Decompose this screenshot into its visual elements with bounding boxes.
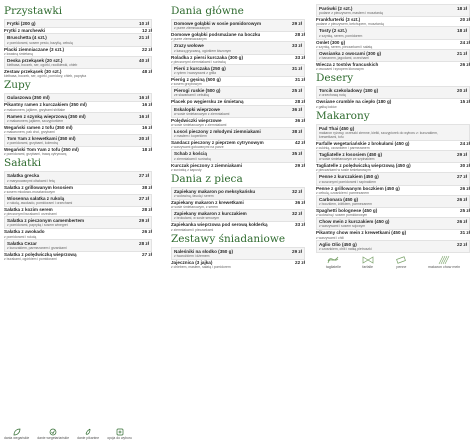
- section-title-salatki: Sałatki: [4, 157, 42, 170]
- menu-item-price: 31 zł: [295, 77, 305, 83]
- menu-item-name: Chow mein z kurczakiem (450 g): [319, 219, 390, 225]
- menu-item-name: Frytki z marchewki: [4, 28, 46, 34]
- menu-item-price: 21 zł: [139, 35, 149, 41]
- menu-item: [4, 69, 152, 78]
- menu-item-description: z kwaśną śmietaną: [4, 51, 33, 56]
- menu-item-name: Sałatka z grillowanym łososiem: [4, 184, 73, 190]
- menu-item-name: Tosty (2 szt.): [319, 28, 347, 34]
- menu-item-name: Wiecza z tostów francuskich: [316, 62, 379, 68]
- menu-item-price: 21 zł: [457, 50, 467, 56]
- menu-item-price: 38 zł: [292, 129, 302, 135]
- menu-item: [316, 99, 470, 108]
- menu-item-description: z pomidorami, sosem pesto, bazylią, cebulą: [7, 40, 73, 45]
- menu-item-description: z ryżem i warzywami z grilla: [174, 71, 217, 76]
- menu-item-price: 32 zł: [292, 188, 302, 194]
- menu-item-price: 16 zł: [142, 102, 152, 108]
- menu-item-price: 27 zł: [139, 195, 149, 201]
- menu-item: [4, 207, 152, 216]
- menu-item-description: z szynką, serem, pieczarkami i sałatą: [316, 44, 373, 49]
- menu-item-price: 22 zł: [142, 46, 152, 52]
- menu-item-name: Frytki (200 g): [7, 21, 36, 26]
- menu-item-description: z pomidorami, grzybami, kolendrą: [7, 141, 58, 146]
- pasta-penne: [394, 255, 408, 269]
- menu-item: [4, 33, 152, 46]
- menu-item-name: Pikantny chow mein z krewetkami (450 g): [316, 230, 407, 236]
- menu-item-price: 26 zł: [457, 219, 467, 225]
- menu-item-description: kiełbasa, boczek, ser, ogórki, pomidory, chleb, papryka: [4, 74, 87, 79]
- menu-item-price: 27 zł: [139, 173, 149, 179]
- menu-item-price: 27 zł: [457, 174, 467, 180]
- menu-item-description: z cukinią, czosnkiem i parmezanem: [316, 146, 370, 151]
- legend-vegetarian: [37, 428, 69, 440]
- menu-item-name: Zapiekany makaron z krewetkami: [171, 200, 244, 206]
- menu-item: [4, 194, 152, 207]
- menu-item-description: z sosem grzybowym: [171, 82, 202, 87]
- menu-item-name: Parówki (2 szt.): [319, 6, 353, 11]
- menu-item: [171, 19, 305, 32]
- menu-item-name: Owsianka z owocami (300 g): [319, 50, 382, 56]
- menu-item-description: makaron ryżowy, orzeszki ziemne, kiełki, szczypiorek do wyboru z: kurczakiem, krewetkami, tofu: [319, 130, 438, 139]
- menu-item-description: z kaszą gryczaną, ogórkiem kiszonym: [174, 48, 232, 53]
- menu-item: [171, 140, 305, 149]
- menu-item-price: 48 zł: [142, 69, 152, 75]
- menu-item-description: z brokułami, w sosie serowym: [174, 216, 220, 221]
- menu-item-description: z chlebem, masłem, sałatą i pomidorem: [171, 265, 231, 270]
- menu-item-description: z twarożkiem i dżemem: [174, 253, 210, 258]
- menu-item-name: Sałatka z kozim serem: [4, 207, 53, 213]
- menu-item-name: Wegański Tom Yam z tofu (350 ml): [4, 147, 79, 153]
- menu-item: [171, 200, 305, 209]
- pasta-farfalle: [361, 255, 375, 269]
- menu-item-price: 29 zł: [292, 248, 302, 254]
- menu-item-price: 18 zł: [457, 28, 467, 34]
- menu-item: [316, 208, 470, 217]
- menu-item-name: Eskalopki wieprzowe: [174, 106, 220, 112]
- menu-item-price: 16 zł: [139, 95, 149, 101]
- menu-item-description: w sosie śmietanowym, z serem: [171, 205, 218, 210]
- menu-item-price: 26 zł: [460, 62, 470, 68]
- menu-item-name: Sałatka Cezar: [7, 240, 37, 246]
- menu-item: [316, 217, 470, 230]
- menu-item-name: Omlet (300 g): [316, 39, 346, 45]
- menu-column-3: [316, 4, 470, 269]
- menu-item-description: podane z pieczywem, masłem i musztardą: [319, 11, 383, 16]
- menu-item-description: z makaronem, jajkiem, grzybami shiitake: [4, 107, 66, 112]
- menu-item-name: Domowe gołąbki w sosie pomidorowym: [174, 21, 262, 26]
- pasta-tagliatelle: [326, 255, 341, 269]
- menu-item: [4, 252, 152, 261]
- menu-item-price: 20 zł: [460, 17, 470, 23]
- menu-item-price: 29 zł: [295, 162, 305, 168]
- menu-item-name: Tagliatelle z polędwiczką wieprzową (450 g): [316, 163, 411, 169]
- menu-item-description: z warzywami i sosem sojowym: [319, 224, 366, 229]
- menu-item-description: z wołowiną i sosem pomidorowym: [316, 213, 368, 218]
- menu-item: [4, 56, 152, 69]
- menu-column-2: [171, 4, 305, 269]
- menu-item-description: z puree ziemniaczanym: [174, 26, 210, 31]
- vegetarian-icon: [49, 428, 57, 436]
- menu-item-price: 25 zł: [460, 208, 470, 214]
- menu-item-row: [7, 95, 149, 100]
- menu-item: [316, 240, 470, 253]
- menu-item: [171, 260, 305, 269]
- menu-item-price: 33 zł: [292, 43, 302, 49]
- pasta-shapes-legend: [316, 255, 470, 269]
- menu-column-3-list: [316, 4, 470, 253]
- menu-item: [316, 124, 470, 141]
- menu-item: [171, 32, 305, 41]
- menu-item-name: Sałatka z awokado: [4, 229, 45, 235]
- menu-item-description: z kurczakiem, parmezanem i grzankami: [7, 245, 67, 250]
- menu-item-description: z puree ziemniaczanym: [171, 37, 207, 42]
- menu-item: [316, 150, 470, 163]
- tagliatelle-icon: [326, 255, 340, 265]
- menu-item-description: z boczkiem, żółtkiem, parmezanem: [319, 202, 372, 207]
- menu-item-name: Ramen z szynką wieprzową (350 ml): [7, 113, 86, 119]
- legend-spicy: [77, 428, 99, 440]
- menu-item-price: 16 zł: [139, 113, 149, 119]
- menu-item-name: Placki ziemniaczane (3 szt.): [4, 46, 64, 52]
- menu-item-name: Zapiekanka wieprzowa pod serową kołderką: [171, 222, 268, 228]
- menu-item-price: 15 zł: [460, 99, 470, 105]
- menu-item-price: 20 zł: [139, 136, 149, 142]
- menu-item-row: [7, 21, 149, 26]
- menu-item-description: w sosie śmietanowym z ziemniakami: [171, 123, 227, 128]
- menu-column-1: [4, 4, 152, 261]
- menu-item: [4, 229, 152, 238]
- menu-item: [171, 118, 305, 127]
- menu-item-price: 26 zł: [142, 229, 152, 235]
- menu-item-name: Placek po węgiersku ze śmietaną: [171, 99, 244, 105]
- menu-item-name: Sandacz pieczony z pieprzem cytrynowym: [171, 140, 264, 146]
- menu-item: [316, 49, 470, 62]
- menu-item-price: 28 zł: [295, 99, 305, 105]
- menu-item-price: 18 zł: [457, 6, 467, 11]
- menu-item-price: 24 zł: [460, 39, 470, 45]
- menu-item: [171, 187, 305, 200]
- menu-item-name: Penne z grillowanym boczkiem (450 g): [316, 185, 400, 191]
- menu-item-description: z owocami i syropem klonowym: [316, 67, 364, 72]
- menu-item: [316, 230, 470, 239]
- menu-item-description: z bananem, jagodami, orzechami: [319, 56, 369, 61]
- menu-item-description: z masłem i koperkiem: [174, 134, 207, 139]
- menu-item: [4, 134, 152, 147]
- menu-item-price: 33 zł: [295, 54, 305, 60]
- chow-mein-icon: [437, 255, 451, 265]
- legend-vegan: [4, 428, 29, 440]
- menu-item-price: 31 zł: [292, 65, 302, 71]
- menu-item-name: Wiosenna sałatka z rukolą: [7, 195, 65, 201]
- menu-item: [316, 86, 470, 99]
- menu-item-price: 18 zł: [142, 147, 152, 153]
- menu-item: [316, 4, 470, 17]
- menu-item: [4, 147, 152, 156]
- menu-item-price: 12 zł: [142, 28, 152, 34]
- menu-item: [4, 112, 152, 125]
- menu-item-name: Bruschetta (4 szt.): [7, 35, 47, 41]
- menu-item-name: Farfalle wegetariańskie z brokułami (450 g): [316, 140, 410, 146]
- menu-item: [316, 186, 470, 195]
- menu-item-description: z burakami, ogórkiem i pomidorami: [4, 257, 57, 262]
- menu-item: [316, 141, 470, 150]
- chili-icon: [84, 428, 92, 436]
- menu-item-description: z ziemniakami i surówką: [174, 156, 211, 161]
- menu-item-description: z sosem miodowo-musztardowym: [4, 189, 56, 194]
- legend-option: [107, 428, 132, 440]
- menu-item: [4, 93, 152, 102]
- menu-item: [171, 41, 305, 54]
- menu-item: [171, 209, 305, 222]
- menu-item: [171, 64, 305, 77]
- menu-item-description: z warzywami i chili: [316, 235, 344, 240]
- menu-item: [171, 105, 305, 118]
- menu-item-price: 36 zł: [292, 106, 302, 112]
- menu-item-description: kiełbasa, boczek, ser, ogórki, rzodkiewki, chleb: [7, 63, 78, 68]
- section-title-makarony: Makarony: [316, 109, 370, 122]
- pasta-label: makaron chow mein: [427, 264, 461, 269]
- menu-item-price: 30 zł: [460, 163, 470, 169]
- menu-item-name: Spaghetti bolognese (450 g): [316, 208, 378, 214]
- menu-item-description: z pomidorami, grzybami, trawą cytrynową: [4, 152, 67, 157]
- menu-item-name: Jajecznica (3 jajka): [171, 259, 213, 265]
- legend-label: opcja do wyboru: [107, 436, 132, 440]
- menu-item: [171, 86, 305, 99]
- menu-item-price: 40 zł: [139, 57, 149, 63]
- menu-item: [316, 163, 470, 172]
- farfalle-icon: [361, 255, 375, 265]
- menu-item: [316, 172, 470, 185]
- menu-item-price: 38 zł: [142, 184, 152, 190]
- menu-item-price: 20 zł: [457, 88, 467, 94]
- pasta-label: penne: [396, 264, 407, 269]
- menu-item: [171, 247, 305, 260]
- menu-item-name: Deska przekąsek (20 szt.): [7, 57, 63, 63]
- menu-item-price: 28 zł: [142, 207, 152, 213]
- menu-item-description: z marynowanymi oliwkami i fetą: [7, 178, 55, 183]
- menu-item-name: Wegański ramen z tofu (350 ml): [4, 124, 73, 130]
- menu-item-name: Pierś z kurczaka (250 g): [174, 65, 226, 71]
- section-title-dania-glowne: Dania główne: [171, 5, 244, 17]
- menu-item-name: Carbonara (450 g): [319, 196, 359, 202]
- pasta-chow-mein: [428, 255, 460, 269]
- menu-item-price: 10 zł: [139, 21, 149, 26]
- legend-label: danie pikantne: [77, 436, 100, 440]
- penne-icon: [394, 255, 408, 265]
- menu-item-description: z pomidorami i rukolą: [4, 234, 37, 239]
- menu-item: [316, 62, 470, 71]
- menu-item-name: Naleśniki na słodko (350 g): [174, 248, 233, 254]
- menu-item-price: 22 zł: [295, 259, 305, 265]
- menu-item: [171, 77, 305, 86]
- menu-item-price: 28 zł: [139, 240, 149, 246]
- menu-item-price: 25 zł: [292, 88, 302, 94]
- section-title-desery: Desery: [316, 72, 354, 85]
- menu-item: [171, 149, 305, 162]
- menu-item-price: 31 zł: [460, 230, 470, 236]
- menu-item-description: z makaronem, jajkiem, szczypiorkiem: [7, 118, 64, 123]
- legend-label: danie wegetariańskie: [37, 436, 70, 440]
- menu-item-name: Domowe gołąbki podsmażane na boczku: [171, 32, 261, 38]
- menu-item-name: Pierogi ruskie (500 g): [174, 88, 221, 94]
- menu-item-name: Kurczak pieczony z ziemniakami: [171, 162, 242, 168]
- menu-item-name: Owsiane crumble na ciepło (180 g): [316, 99, 392, 105]
- menu-item-description: z cebulą, czosnkiem i parmezanem: [316, 190, 369, 195]
- menu-item-name: Pad Thai (450 g): [319, 125, 355, 131]
- menu-item: [4, 216, 152, 229]
- menu-item: [171, 55, 305, 64]
- section-title-zupy: Zupy: [4, 79, 31, 92]
- menu-item-name: Tagliatelle z łososiem (450 g): [319, 152, 382, 158]
- menu-item-price: 33 zł: [295, 222, 305, 228]
- menu-item-description: z wołowiną, fasolą i serem: [174, 194, 214, 199]
- menu-item-name: Torcik czekoladowy (180 g): [319, 88, 379, 94]
- menu-item-name: Zapiekany makaron z kurczakiem: [174, 211, 247, 217]
- option-icon: [116, 428, 124, 436]
- menu-item-description: z surówką z kapusty: [171, 167, 202, 172]
- menu-item-description: z czosnkiem, chili i natką pietruszki: [319, 246, 372, 251]
- vegan-leaf-icon: [13, 428, 21, 436]
- menu-item-description: z pieczonymi ziemniakami i surówką: [171, 59, 226, 64]
- menu-item-description: w sosie śmietanowym ze szpinakiem: [319, 157, 375, 162]
- section-title-dania-z-pieca: Dania z pieca: [171, 172, 243, 185]
- menu-item-name: Łosoś pieczony z młodymi ziemniakami: [174, 129, 261, 135]
- menu-item-description: z pieczarkami w sosie śmietanowym: [316, 168, 371, 173]
- menu-item-price: 28 zł: [295, 32, 305, 38]
- menu-item: [4, 125, 152, 134]
- menu-item-name: Polędwiczki wieprzowe: [171, 117, 222, 123]
- section-title-przystawki: Przystawki: [4, 5, 63, 17]
- menu-item-name: Frankfurterki (3 szt.): [316, 17, 361, 23]
- menu-item-price: 16 zł: [142, 124, 152, 130]
- menu-item-price: 26 zł: [460, 185, 470, 191]
- menu-item-name: Penne z kurczakiem (450 g): [319, 174, 379, 180]
- menu-item-description: z suszonymi pomidorami i szpinakiem: [319, 179, 376, 184]
- menu-item: [4, 239, 152, 252]
- menu-item: [316, 195, 470, 208]
- menu-item: [171, 222, 305, 231]
- menu-item: [171, 163, 305, 172]
- menu-item-description: z orzechową nutą: [319, 93, 346, 98]
- menu-item-name: Aglio Olio (450 g): [319, 241, 357, 247]
- menu-item-price: 42 zł: [295, 140, 305, 146]
- menu-item-name: Gulaszowa (350 ml): [7, 95, 50, 101]
- menu-item-description: z rukolą, awokado, pomidorami i orzechami: [7, 201, 73, 206]
- menu-item-name: Zestaw przekąsek (30 szt.): [4, 69, 62, 75]
- pasta-label: tagliatelle: [325, 264, 342, 269]
- menu-item: [316, 17, 470, 26]
- menu-item-name: Pikantny ramen z kurczakiem (350 ml): [4, 102, 87, 108]
- menu-item: [4, 19, 152, 28]
- pasta-label: farfalle: [362, 264, 374, 269]
- menu-item-price: 29 zł: [457, 152, 467, 158]
- menu-item: [316, 26, 470, 39]
- menu-item-name: Schab z kością: [174, 151, 207, 157]
- menu-item-name: Pieróg z gęsiną (500 g): [171, 77, 221, 83]
- menu-item-description: z warzywami gotowanymi na parze: [171, 145, 224, 150]
- menu-item-name: Sałatka z polędwiczką wieprzową: [4, 251, 77, 257]
- menu-item-description: z makaronem, pak choi, grzybami: [4, 130, 55, 135]
- menu-item-description: z ziemniakami i pieczarkami: [171, 227, 214, 232]
- diet-legend: [4, 428, 132, 440]
- menu-item-name: Zrazy wołowe: [174, 43, 204, 49]
- menu-item-description: z pieczonymi burakami i orzechami: [4, 212, 57, 217]
- menu-item-price: 32 zł: [292, 211, 302, 217]
- menu-item: [316, 40, 470, 49]
- menu-item-price: 27 zł: [142, 251, 152, 257]
- menu-item-price: 22 zł: [457, 241, 467, 247]
- menu-item-price: 35 zł: [292, 151, 302, 157]
- menu-item-price: 29 zł: [292, 21, 302, 26]
- menu-item-price: 24 zł: [460, 140, 470, 146]
- menu-item-description: ze skwarkami i cebulką: [174, 93, 209, 98]
- section-title-zestawy-sniadaniowe: Zestawy śniadaniowe: [171, 232, 286, 245]
- menu-item-name: Roladka z piersi kurczaka (300 g): [171, 54, 243, 60]
- menu-item-description: podane z pieczywem, ketchupem, musztardą: [316, 22, 384, 27]
- menu-item-name: Tom Yam z krewetkami (350 ml): [7, 136, 76, 142]
- menu-item: [4, 171, 152, 184]
- menu-item-description: z szynką, serem, pomidorem: [319, 33, 363, 38]
- menu-item-description: z pomidorami, papryką i sosem winegret: [7, 223, 68, 228]
- menu-item-price: 36 zł: [295, 117, 305, 123]
- menu-item-price: 36 zł: [295, 200, 305, 206]
- menu-item: [4, 47, 152, 56]
- menu-item-description: w sosie śmietanowym z ziemniakami: [174, 111, 230, 116]
- menu-item-name: Sałatka grecka: [7, 173, 40, 179]
- menu-item-price: 29 zł: [139, 218, 149, 224]
- menu-item: [4, 185, 152, 194]
- legend-label: dania wegańskie: [4, 436, 30, 440]
- menu-item: [171, 127, 305, 140]
- menu-item-description: z gałką lodów: [316, 104, 337, 109]
- menu-item-name: Zapiekany makaron po meksykańsku: [174, 188, 256, 194]
- menu-item-price: 26 zł: [457, 196, 467, 202]
- menu-item-name: Sałatka z pieczonym camembertem: [7, 218, 85, 224]
- menu-item: [4, 102, 152, 111]
